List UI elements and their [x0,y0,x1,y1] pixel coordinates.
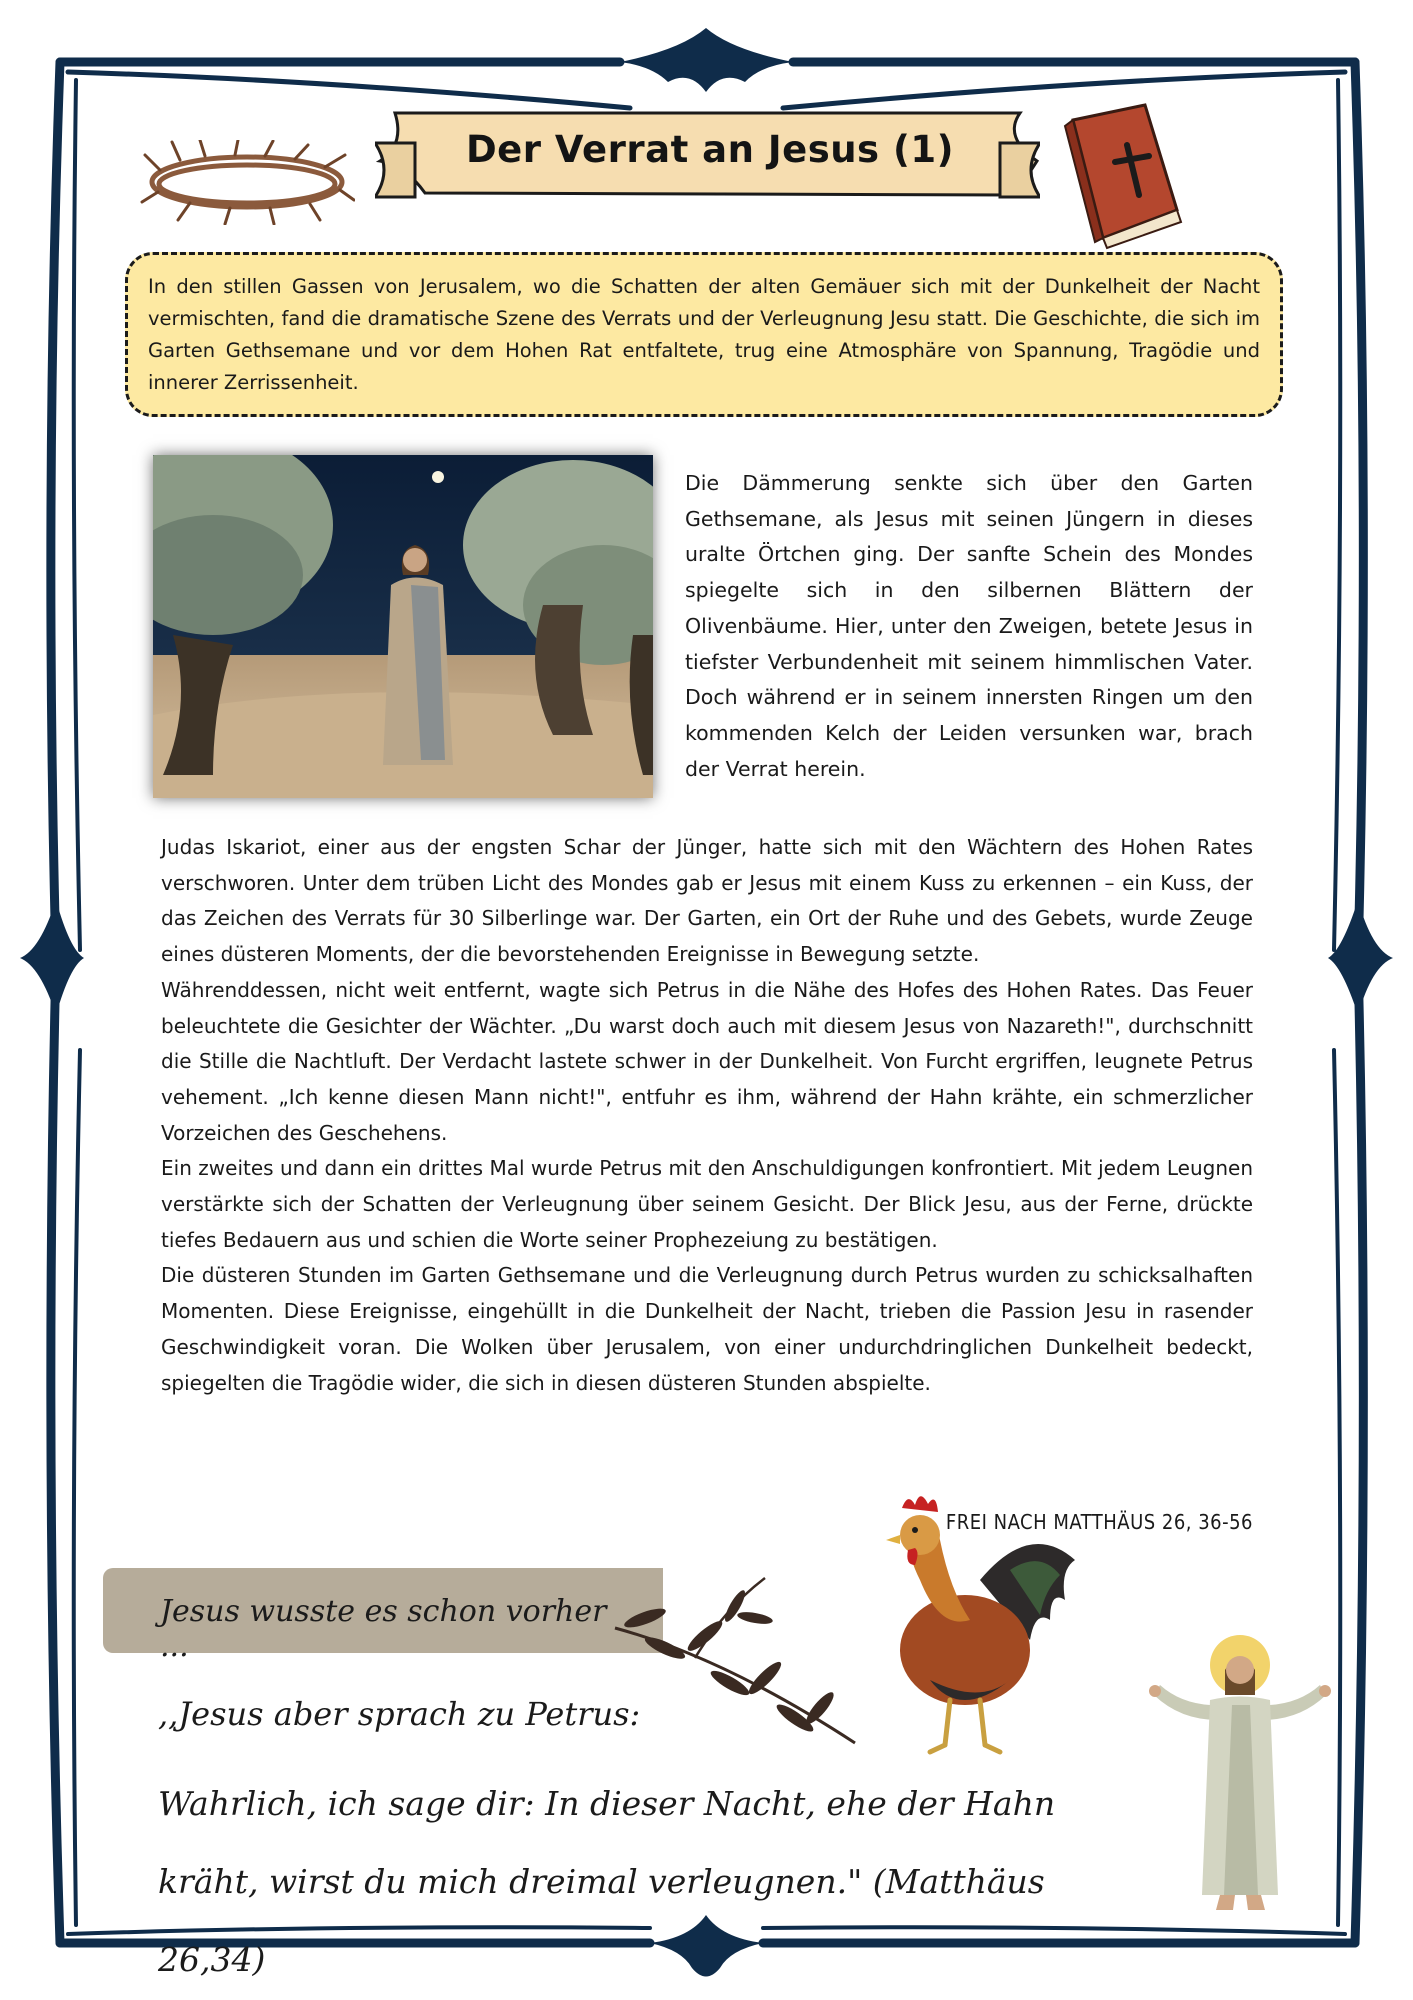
bible-icon [1055,100,1185,250]
body-paragraph: Ein zweites und dann ein drittes Mal wurde Petrus mit den Anschuldigungen konfrontiert. Mit jedem Leugnen verstärkte sich der Schatten der Verleugnung über seinem Gesicht. Der Blick Jesu, aus der Ferne, drückte tiefes Bedauern aus und schien die Worte seiner Prophezeiung zu bestätigen. [161,1156,1253,1252]
crown-of-thorns-icon [140,140,355,225]
side-paragraph: Die Dämmerung senkte sich über den Garten Gethsemane, als Jesus mit seinen Jüngern in dieses uralte Örtchen ging. Der sanfte Schein des Mondes spiegelte sich in den silbernen Blättern der Olivenbäume. Hier, unter den Zweigen, betete Jesus in tiefster Verbundenheit mit seinem himmlischen Vater. Doch während er in seinem innersten Ringen um den kommenden Kelch der Leiden versunken war, brach der Verrat herein. [685,471,1253,781]
intro-box [125,252,1283,417]
body-paragraph: Judas Iskariot, einer aus der engsten Schar der Jünger, hatte sich mit den Wächtern des Hohen Rates verschworen. Unter dem trüben Licht des Mondes gab er Jesus mit einem Kuss zu erkennen – ein Kuss, der das Zeichen des Verrats für 30 Silberlinge war. Der Garten, ein Ort der Ruhe und des Gebets, wurde Zeuge eines düsteren Moments, der die bevorstehenden Ereignisse in Bewegung setzte. [161,835,1253,967]
quote-intro: ,,Jesus aber sprach zu Petrus: [158,1695,641,1733]
body-paragraph: Währenddessen, nicht weit entfernt, wagte sich Petrus in die Nähe des Hofes des Hohen Rates. Das Feuer beleuchtete die Gesichter der Wächter. „Du warst doch auch mit diesem Jesus von Nazareth!", durchschnitt die Stille die Nachtluft. Der Verdacht lastete schwer in der Dunkelheit. Von Furcht ergriffen, leugnete Petrus vehement. „Ich kenne diesen Mann nicht!", entfuhr es ihm, während der Hahn krähte, ein schmerzlicher Vorzeichen des Geschehens. [161,977,1253,1145]
body-paragraph: Die düsteren Stunden im Garten Gethsemane und die Verleugnung durch Petrus wurden zu schicksalhaften Momenten. Diese Ereignisse, eingehüllt in die Dunkelheit der Nacht, trieben die Passion Jesu in rasender Geschwindigkeit voran. Die Wolken über Jerusalem, von einer undurchdringlichen Dunkelheit bedeckt, spiegelten die Tragödie wider, die sich in diesen düsteren Stunden abspielte. [161,1263,1253,1395]
gethsemane-photo [153,455,653,798]
subheading: Jesus wusste es schon vorher ... [160,1594,607,1664]
body-text [161,830,1253,1401]
quote-body: Wahrlich, ich sage dir: In dieser Nacht, ehe der Hahn kräht, wirst du mich dreimal verleugnen." (Matthäus 26,34) [158,1784,1056,1979]
source-citation: FREI NACH MATTHÄUS 26, 36-56 [945,1510,1253,1534]
intro-text: In den stillen Gassen von Jerusalem, wo die Schatten der alten Gemäuer sich mit der Dunkelheit der Nacht vermischten, fand die dramatische Szene des Verrats und der Verleugnung Jesu statt. Die Geschichte, die sich im Garten Gethsemane und vor dem Hohen Rat entfaltete, trug eine Atmosphäre von Spannung, Tragödie und innerer Zerrissenheit. [148,275,1260,394]
jesus-figure-icon [1140,1625,1340,1925]
page-title: Der Verrat an Jesus (1) [465,128,955,171]
